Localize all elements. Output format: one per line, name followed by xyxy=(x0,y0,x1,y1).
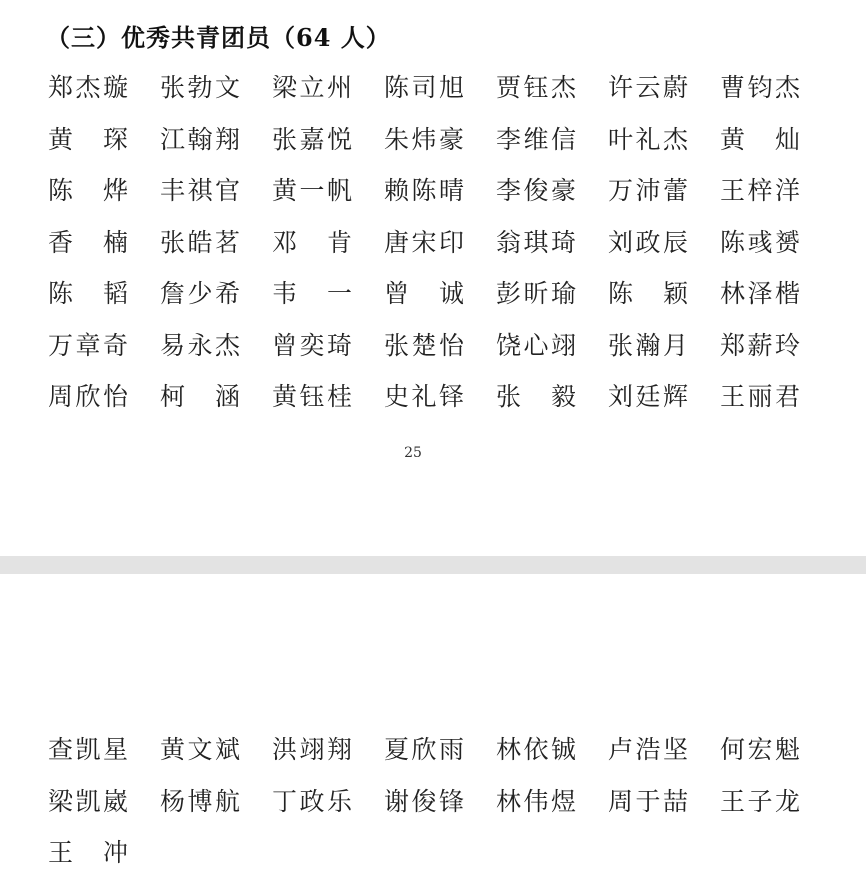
member-name-text: 林 依 铖 xyxy=(496,735,576,764)
member-name xyxy=(720,114,832,166)
member-name xyxy=(160,165,272,217)
member-name-text: 陈 彧 赟 xyxy=(720,227,800,257)
member-name-text: 李 俊 豪 xyxy=(496,176,576,205)
member-name xyxy=(160,217,272,269)
member-name xyxy=(160,320,272,372)
member-name-text: 郑 杰 璇 xyxy=(48,73,128,102)
member-name xyxy=(608,217,720,269)
member-name-text: 王 丽 君 xyxy=(720,382,800,411)
member-name-text: 丁 政 乐 xyxy=(272,786,352,816)
member-name-text: 柯 涵 xyxy=(160,382,240,411)
member-name xyxy=(160,724,272,776)
member-name xyxy=(384,776,496,828)
member-name xyxy=(160,62,272,114)
member-name-text: 邓 肯 xyxy=(272,227,352,257)
member-name-text: 香 楠 xyxy=(48,227,128,257)
member-name-text: 詹 少 希 xyxy=(160,279,240,308)
member-name xyxy=(608,371,720,423)
member-name-text: 王 梓 洋 xyxy=(720,176,800,205)
member-name-text: 陈 韬 xyxy=(48,279,128,308)
member-name xyxy=(608,62,720,114)
member-name-text: 贾 钰 杰 xyxy=(496,73,576,102)
page-separator xyxy=(0,556,866,574)
member-name-text: 谢 俊 锋 xyxy=(384,786,464,816)
member-name-text: 黄 一 帆 xyxy=(272,176,352,205)
member-name xyxy=(272,724,384,776)
member-name xyxy=(384,371,496,423)
member-name xyxy=(720,268,832,320)
member-name xyxy=(720,62,832,114)
member-name xyxy=(496,114,608,166)
member-name-text: 洪 翊 翔 xyxy=(272,735,352,764)
member-name xyxy=(496,371,608,423)
member-name-text: 唐 宋 印 xyxy=(384,227,464,257)
member-name xyxy=(496,217,608,269)
document-page-bottom xyxy=(0,574,866,885)
member-name-text: 林 泽 楷 xyxy=(720,279,800,308)
member-name-text: 张 瀚 月 xyxy=(608,330,688,360)
member-name-text: 何 宏 魁 xyxy=(720,735,800,764)
member-name-text: 易 永 杰 xyxy=(160,330,240,360)
member-name xyxy=(720,371,832,423)
member-name-text: 杨 博 航 xyxy=(160,786,240,816)
member-name-text: 史 礼 铎 xyxy=(384,382,464,411)
member-name xyxy=(720,776,832,828)
member-name xyxy=(608,724,720,776)
member-name-text: 陈 颖 xyxy=(608,279,688,308)
member-name-text: 梁 凯 崴 xyxy=(48,786,128,816)
member-name-text: 王 冲 xyxy=(48,838,128,867)
names-grid-page-top xyxy=(48,62,832,423)
member-name xyxy=(272,776,384,828)
member-name-text: 李 维 信 xyxy=(496,124,576,154)
section-heading: （三）优秀共青团员（64 人） xyxy=(46,23,391,52)
member-name xyxy=(384,217,496,269)
member-name xyxy=(272,62,384,114)
member-name-text: 郑 薪 玲 xyxy=(720,330,800,360)
page-number: 25 xyxy=(404,445,422,461)
member-name-text: 周 于 喆 xyxy=(608,786,688,816)
member-name-text: 刘 廷 辉 xyxy=(608,382,688,411)
member-name xyxy=(496,776,608,828)
member-name-text: 万 沛 蕾 xyxy=(608,176,688,205)
member-name xyxy=(720,320,832,372)
member-name-text: 黄 灿 xyxy=(720,124,800,154)
member-name xyxy=(160,268,272,320)
member-name-text: 王 子 龙 xyxy=(720,786,800,816)
member-name-text: 张 楚 怡 xyxy=(384,330,464,360)
member-name xyxy=(384,724,496,776)
member-name xyxy=(272,114,384,166)
member-name-text: 彭 昕 瑜 xyxy=(496,279,576,308)
member-name xyxy=(48,827,160,879)
member-name xyxy=(160,371,272,423)
member-name-text: 黄 钰 桂 xyxy=(272,382,352,411)
member-name xyxy=(48,165,160,217)
member-name xyxy=(272,165,384,217)
member-name-text: 张 毅 xyxy=(496,382,576,411)
member-name xyxy=(272,320,384,372)
member-name xyxy=(272,371,384,423)
member-name-text: 朱 炜 豪 xyxy=(384,124,464,154)
member-name xyxy=(384,114,496,166)
member-name xyxy=(496,724,608,776)
member-name-text: 曹 钧 杰 xyxy=(720,73,800,102)
member-name-text: 陈 烨 xyxy=(48,176,128,205)
member-name-text: 张 勃 文 xyxy=(160,73,240,102)
member-name-text: 张 皓 茗 xyxy=(160,227,240,257)
member-name-text: 韦 一 xyxy=(272,279,352,308)
member-name xyxy=(608,165,720,217)
member-name-text: 张 嘉 悦 xyxy=(272,124,352,154)
member-name xyxy=(608,114,720,166)
member-name xyxy=(720,165,832,217)
member-name xyxy=(496,320,608,372)
member-name xyxy=(48,320,160,372)
member-name xyxy=(48,62,160,114)
member-name xyxy=(272,268,384,320)
member-name-text: 黄 琛 xyxy=(48,124,128,154)
member-name xyxy=(720,724,832,776)
member-name xyxy=(384,165,496,217)
member-name xyxy=(608,776,720,828)
member-name-text: 卢 浩 坚 xyxy=(608,735,688,764)
member-name-text: 林 伟 煜 xyxy=(496,786,576,816)
member-name xyxy=(272,217,384,269)
member-name-text: 查 凯 星 xyxy=(48,735,128,764)
names-grid-page-bottom xyxy=(48,724,832,879)
member-name-text: 万 章 奇 xyxy=(48,330,128,360)
member-name xyxy=(48,724,160,776)
member-name xyxy=(608,320,720,372)
member-name xyxy=(48,217,160,269)
member-name xyxy=(48,371,160,423)
member-name-text: 丰 祺 官 xyxy=(160,176,240,205)
member-name-text: 梁 立 州 xyxy=(272,73,352,102)
member-name-text: 江 翰 翔 xyxy=(160,124,240,154)
member-name-text: 周 欣 怡 xyxy=(48,382,128,411)
member-name-text: 陈 司 旭 xyxy=(384,73,464,102)
member-name xyxy=(496,268,608,320)
member-name xyxy=(384,320,496,372)
member-name xyxy=(160,776,272,828)
member-name-text: 赖 陈 晴 xyxy=(384,176,464,205)
member-name-text: 饶 心 翊 xyxy=(496,330,576,360)
member-name xyxy=(48,114,160,166)
member-name xyxy=(160,114,272,166)
member-name xyxy=(384,62,496,114)
member-name-text: 曾 奕 琦 xyxy=(272,330,352,360)
member-name-text: 叶 礼 杰 xyxy=(608,124,688,154)
member-name-text: 许 云 蔚 xyxy=(608,73,688,102)
member-name xyxy=(608,268,720,320)
member-name xyxy=(496,62,608,114)
member-name xyxy=(496,165,608,217)
member-name xyxy=(720,217,832,269)
member-name xyxy=(48,776,160,828)
member-name-text: 黄 文 斌 xyxy=(160,735,240,764)
member-name-text: 翁 琪 琦 xyxy=(496,227,576,257)
member-name-text: 夏 欣 雨 xyxy=(384,735,464,764)
member-name-text: 刘 政 辰 xyxy=(608,227,688,257)
member-name xyxy=(384,268,496,320)
member-name xyxy=(48,268,160,320)
member-name-text: 曾 诚 xyxy=(384,279,464,308)
